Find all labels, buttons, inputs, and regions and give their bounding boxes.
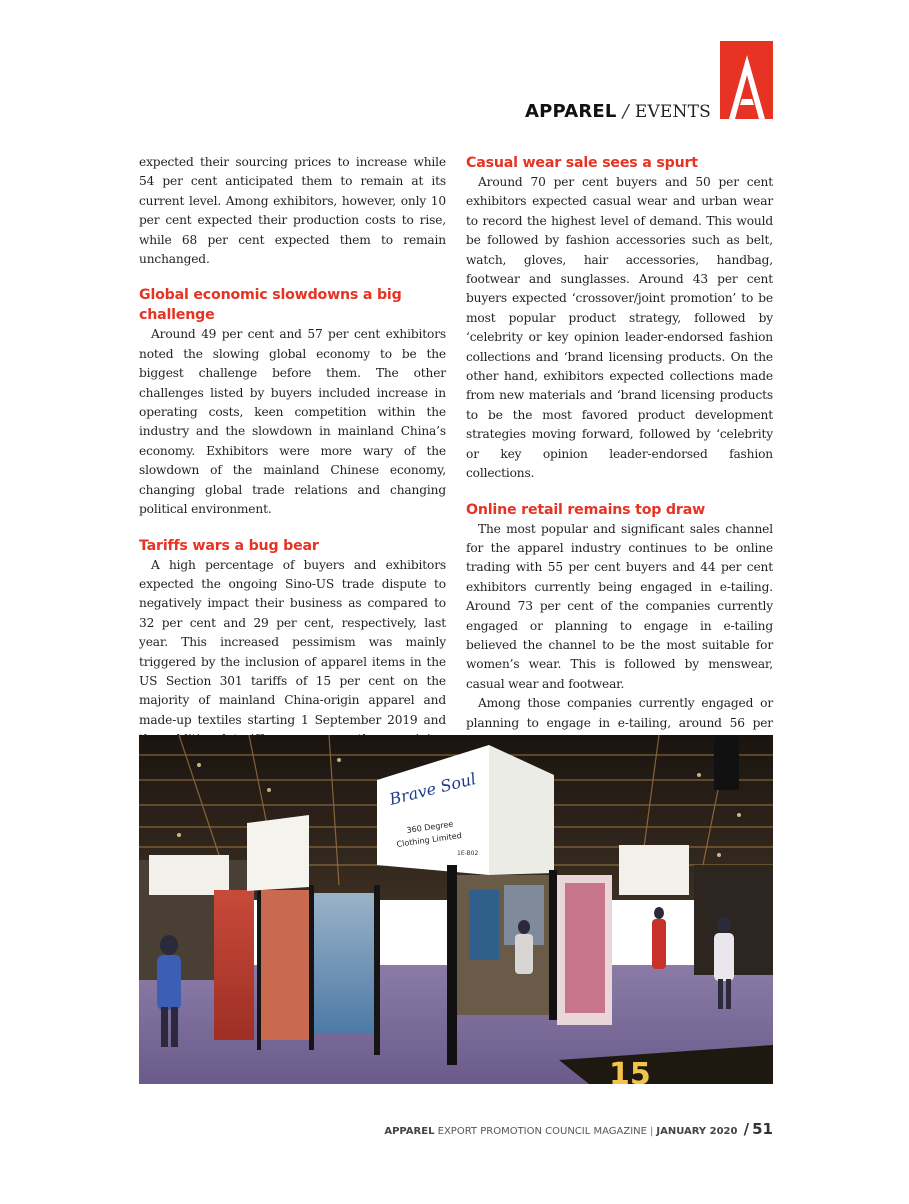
heading-economic-slowdown: Global economic slowdowns a big challenge	[139, 287, 402, 324]
footer-slash: /	[743, 1120, 750, 1138]
header-brand: APPAREL	[524, 101, 617, 122]
header-separator: /	[622, 101, 629, 122]
footer-divider: |	[649, 1126, 654, 1137]
booth-number: 1E-B02	[457, 850, 479, 857]
heading-online-retail: Online retail remains top draw	[466, 501, 705, 518]
footer-brand: APPAREL	[384, 1126, 435, 1137]
left-column	[139, 153, 446, 788]
page-number: 51	[752, 1120, 773, 1138]
booth-sign-company-2: Clothing Limited	[396, 830, 463, 849]
page-footer	[384, 1120, 773, 1138]
floor-number-label: 15	[609, 1057, 651, 1084]
footer-magazine-name: EXPORT PROMOTION COUNCIL MAGAZINE	[437, 1126, 647, 1137]
body-casual-wear: Around 70 per cent buyers and 50 per cent exhibitors expected casual wear and urban wear to record the highest level of demand. This would be followed by fashion accessories such as belt, watch, gloves, hair accessories, handbag, footwear and sunglasses. Around 43 per cent buyers expected ‘crossover/joint promotion’ to be most popular product strategy, followed by ‘celebrity or key opinion leader-endorsed fashion collections and ‘brand licensing products. On the other hand, exhibitors expected collections made from new materials and ‘brand licensing products to be the most favored product development strategies moving forward, followed by ‘celebrity or key opinion leader-endorsed fashion collections.	[466, 175, 773, 481]
heading-tariff-wars: Tariffs wars a bug bear	[139, 537, 319, 554]
body-online-retail-1: The most popular and significant sales channel for the apparel industry continues to be online trading with 55 per cent buyers and 44 per cent exhibitors currently being engaged in e-tailing. Around 73 per cent of the companies currently engaged or planning to engage in e-tailing believed the channel to be the most suitable for women’s wear. This is followed by menswear, casual wear and footwear.	[466, 521, 773, 691]
heading-casual-wear: Casual wear sale sees a spurt	[466, 155, 698, 171]
footer-issue-date: JANUARY 2020	[656, 1126, 738, 1137]
body-economic-slowdown: Around 49 per cent and 57 per cent exhibitors noted the slowing global economy to be the biggest challenge before them. The other challenges listed by buyers included increase in operating costs, keen competition within the industry and the slowdown in mainland China’s economy. Exhibitors were more wary of the slowdown of the mainland Chinese economy, changing global trade relations and changing political environment.	[139, 327, 446, 517]
body-online-retail-2-text: Among those companies currently engaged or planning to engage in e-tailing, around 56 per	[466, 696, 773, 730]
intro-paragraph: expected their sourcing prices to increase while 54 per cent anticipated them to remain at its current level. Among exhibitors, however, only 10 per cent expected their production costs to rise, while 68 per cent expected them to remain unchanged.	[139, 155, 446, 267]
body-tariff-wars: A high percentage of buyers and exhibitors expected the ongoing Sino-US trade dispute to negatively impact their business as compared to 32 per cent and 29 per cent, respectively, last year. This increased pessimism was mainly triggered by the inclusion of apparel items in the US Section 301 tariffs of 15 per cent on the majority of mainland China-origin apparel and made-up textiles starting 1 September 2019 and	[139, 557, 446, 727]
section-header	[525, 101, 711, 122]
booth-sign-company: 360 Degree	[406, 819, 454, 835]
booth-sign-brand: Brave Soul	[387, 769, 478, 809]
header-section: EVENTS	[634, 102, 711, 122]
exhibition-hall-photo	[139, 735, 773, 1084]
right-column	[466, 153, 773, 791]
magazine-logo-mark	[720, 41, 773, 119]
